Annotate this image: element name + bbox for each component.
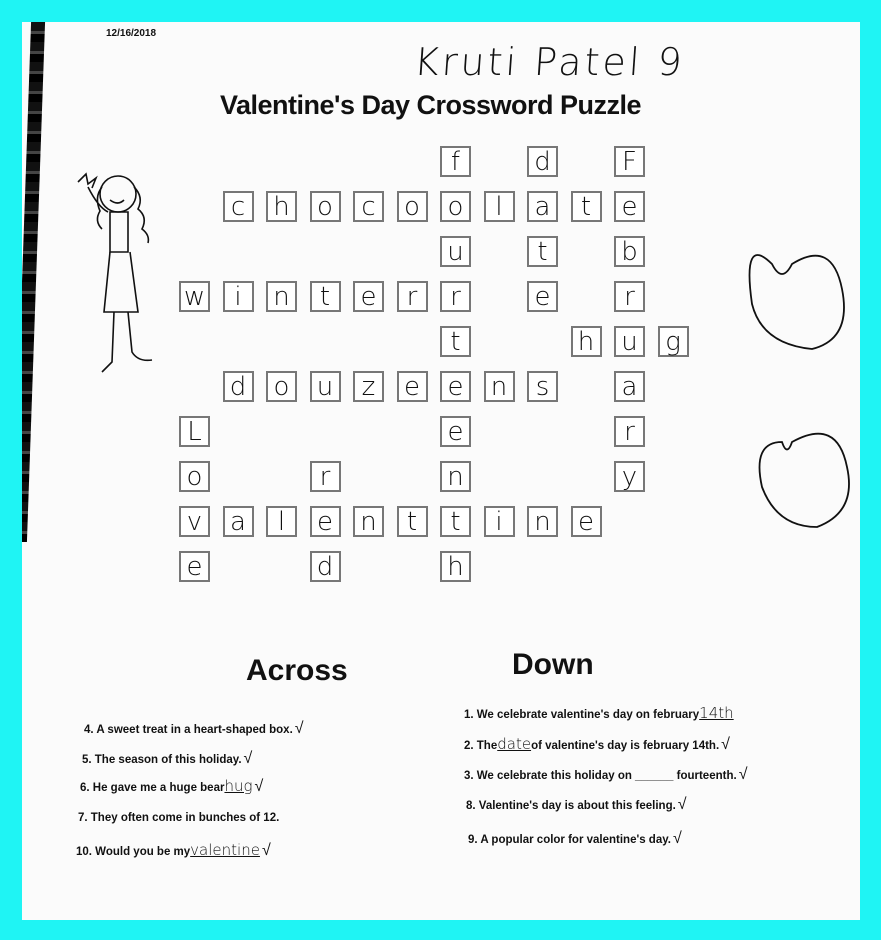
crossword-cell[interactable]: z bbox=[353, 371, 384, 402]
crossword-cell[interactable]: e bbox=[440, 371, 471, 402]
crossword-cell[interactable]: n bbox=[527, 506, 558, 537]
crossword-cell[interactable]: t bbox=[440, 326, 471, 357]
crossword-cell[interactable]: d bbox=[527, 146, 558, 177]
crossword-cell[interactable]: a bbox=[614, 371, 645, 402]
crossword-cell[interactable]: l bbox=[266, 506, 297, 537]
across-clue-7: 7. They often come in bunches of 12. bbox=[78, 812, 280, 824]
crossword-cell[interactable]: o bbox=[179, 461, 210, 492]
crossword-cell[interactable]: t bbox=[310, 281, 341, 312]
crossword-cell[interactable]: d bbox=[310, 551, 341, 582]
crossword-cell[interactable]: v bbox=[179, 506, 210, 537]
crossword-cell[interactable]: a bbox=[223, 506, 254, 537]
crossword-cell[interactable]: s bbox=[527, 371, 558, 402]
across-title: Across bbox=[246, 654, 348, 687]
crossword-cell[interactable]: e bbox=[353, 281, 384, 312]
across-clue-10: 10. Would you be myvalentine √ bbox=[76, 840, 271, 859]
crossword-cell[interactable]: b bbox=[614, 236, 645, 267]
crossword-cell[interactable]: h bbox=[440, 551, 471, 582]
print-date: 12/16/2018 bbox=[106, 28, 157, 39]
down-clue-2: 2. Thedateof valentine's day is february 14th. √ bbox=[464, 734, 730, 753]
crossword-cell[interactable]: e bbox=[527, 281, 558, 312]
page-title: Valentine's Day Crossword Puzzle bbox=[220, 90, 642, 120]
crossword-cell[interactable]: e bbox=[179, 551, 210, 582]
crossword-cell[interactable]: r bbox=[440, 281, 471, 312]
crossword-grid bbox=[22, 22, 860, 622]
crossword-cell[interactable]: t bbox=[397, 506, 428, 537]
crossword-cell[interactable]: r bbox=[614, 416, 645, 447]
crossword-cell[interactable]: h bbox=[266, 191, 297, 222]
crossword-cell[interactable]: e bbox=[440, 416, 471, 447]
crossword-cell[interactable]: l bbox=[484, 191, 515, 222]
crossword-cell[interactable]: n bbox=[266, 281, 297, 312]
crossword-cell[interactable]: f bbox=[440, 146, 471, 177]
crossword-cell[interactable]: n bbox=[440, 461, 471, 492]
crossword-cell[interactable]: o bbox=[310, 191, 341, 222]
crossword-cell[interactable]: i bbox=[223, 281, 254, 312]
across-clue-5: 5. The season of this holiday. √ bbox=[82, 748, 253, 767]
crossword-cell[interactable]: u bbox=[614, 326, 645, 357]
across-clue-6: 6. He gave me a huge bearhug √ bbox=[80, 776, 264, 795]
crossword-cell[interactable]: t bbox=[527, 236, 558, 267]
down-clue-3: 3. We celebrate this holiday on ______ fourteenth. √ bbox=[464, 764, 748, 783]
crossword-cell[interactable]: r bbox=[397, 281, 428, 312]
crossword-cell[interactable]: h bbox=[571, 326, 602, 357]
down-clue-1: 1. We celebrate valentine's day on february14th bbox=[464, 704, 734, 722]
crossword-cell[interactable]: y bbox=[614, 461, 645, 492]
crossword-cell[interactable]: e bbox=[571, 506, 602, 537]
crossword-cell[interactable]: o bbox=[266, 371, 297, 402]
crossword-cell[interactable]: F bbox=[614, 146, 645, 177]
student-name: Kruti Patel 9 bbox=[412, 40, 687, 84]
down-clue-9: 9. A popular color for valentine's day. √ bbox=[468, 828, 682, 847]
crossword-cell[interactable]: e bbox=[614, 191, 645, 222]
crossword-cell[interactable]: g bbox=[658, 326, 689, 357]
crossword-cell[interactable]: t bbox=[571, 191, 602, 222]
crossword-cell[interactable]: L bbox=[179, 416, 210, 447]
crossword-cell[interactable]: w bbox=[179, 281, 210, 312]
crossword-cell[interactable]: i bbox=[484, 506, 515, 537]
crossword-cell[interactable]: r bbox=[310, 461, 341, 492]
crossword-cell[interactable]: c bbox=[353, 191, 384, 222]
crossword-cell[interactable]: o bbox=[440, 191, 471, 222]
crossword-cell[interactable]: u bbox=[310, 371, 341, 402]
crossword-cell[interactable]: n bbox=[484, 371, 515, 402]
crossword-cell[interactable]: n bbox=[353, 506, 384, 537]
crossword-cell[interactable]: t bbox=[440, 506, 471, 537]
crossword-cell[interactable]: u bbox=[440, 236, 471, 267]
crossword-cell[interactable]: e bbox=[397, 371, 428, 402]
worksheet-paper bbox=[22, 22, 860, 920]
crossword-cell[interactable]: o bbox=[397, 191, 428, 222]
crossword-cell[interactable]: a bbox=[527, 191, 558, 222]
crossword-cell[interactable]: d bbox=[223, 371, 254, 402]
crossword-cell[interactable]: r bbox=[614, 281, 645, 312]
down-title: Down bbox=[512, 648, 594, 681]
crossword-cell[interactable]: c bbox=[223, 191, 254, 222]
down-clue-8: 8. Valentine's day is about this feeling. √ bbox=[466, 794, 687, 813]
across-clue-4: 4. A sweet treat in a heart-shaped box. √ bbox=[84, 718, 304, 737]
crossword-cell[interactable]: e bbox=[310, 506, 341, 537]
